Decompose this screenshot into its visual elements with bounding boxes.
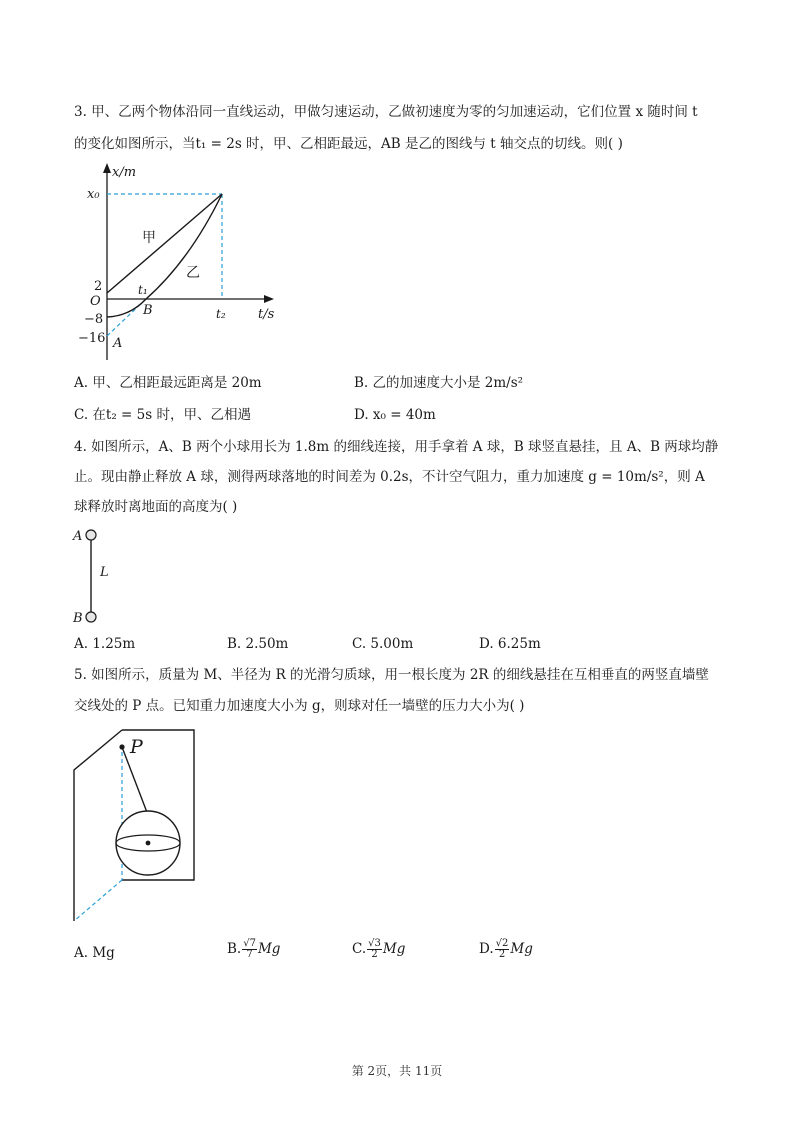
q5-option-d-fraction <box>495 939 510 960</box>
q5-option-c-suffix: Mg <box>382 941 406 957</box>
q4-two-balls-figure <box>70 525 130 625</box>
q4-option-c[interactable]: C. 5.00m <box>352 636 414 652</box>
q3-option-d[interactable]: D. x₀ = 40m <box>354 407 436 423</box>
label-B: B <box>73 611 83 626</box>
q4-text-line2: 止。现由静止释放 A 球，测得两球落地的时间差为 0.2s，不计空气阻力，重力加速度 g = 10m/s²，则 A <box>74 469 705 485</box>
q5-option-c-prefix: C. <box>352 941 367 957</box>
q5-option-b-fraction <box>242 939 257 960</box>
q4-text-line1: 4. 如图所示，A、B 两个小球用长为 1.8m 的细线连接，用手拿着 A 球，B 球竖直悬挂，且 A、B 两球均静 <box>74 439 719 455</box>
y-tick-2: 2 <box>94 279 103 294</box>
x0-label: x₀ <box>87 187 100 202</box>
q3-option-a[interactable]: A. 甲、乙相距最远距离是 20m <box>74 375 262 391</box>
label-L: L <box>100 565 109 580</box>
q4-option-b[interactable]: B. 2.50m <box>227 636 289 652</box>
sphere-center-dot <box>146 841 151 846</box>
q3-xt-graph <box>70 160 290 365</box>
fraction-numerator: √3 <box>368 938 381 949</box>
left-wall <box>74 730 122 921</box>
q5-option-c-fraction <box>367 939 382 960</box>
fraction-denominator: 2 <box>498 949 506 960</box>
fraction-denominator: 7 <box>246 949 253 960</box>
ball-B <box>86 612 96 622</box>
page-footer: 第 2页，共 11页 <box>351 1064 443 1078</box>
q5-option-d[interactable] <box>479 939 533 960</box>
yi-label: 乙 <box>186 265 200 281</box>
point-P-dot <box>119 744 124 749</box>
q5-sphere-wall-figure <box>70 725 200 925</box>
q3-option-b[interactable]: B. 乙的加速度大小是 2m/s² <box>354 375 524 391</box>
fraction-denominator: 2 <box>371 949 378 960</box>
label-P: P <box>130 736 143 758</box>
floor-dashed-line <box>74 880 122 921</box>
q3-option-c[interactable]: C. 在t₂ = 5s 时，甲、乙相遇 <box>74 407 251 423</box>
q3-text-line2: 的变化如图所示，当t₁ = 2s 时，甲、乙相距最远，AB 是乙的图线与 t 轴交点的切线。则( ) <box>74 136 623 152</box>
q5-option-b-suffix: Mg <box>257 941 281 957</box>
q5-text-line2: 交线处的 P 点。已知重力加速度大小为 g，则球对任一墙壁的压力大小为( ) <box>74 698 525 714</box>
jia-label: 甲 <box>142 230 156 246</box>
y-tick-neg16: −16 <box>78 331 106 346</box>
q4-option-a[interactable]: A. 1.25m <box>74 636 136 652</box>
point-A-label: A <box>113 336 123 351</box>
y-axis-arrow <box>103 163 111 173</box>
y-tick-neg8: −8 <box>84 312 104 327</box>
y-axis-label: x/m <box>112 165 137 180</box>
label-A: A <box>73 529 83 544</box>
t1-label: t₁ <box>138 283 148 297</box>
ball-A <box>86 530 96 540</box>
q4-option-d[interactable]: D. 6.25m <box>479 636 541 652</box>
point-B-label: B <box>143 303 153 318</box>
q5-text-line1: 5. 如图所示，质量为 M、半径为 R 的光滑匀质球，用一根长度为 2R 的细线悬挂在互相垂直的两竖直墙壁 <box>74 667 709 683</box>
fraction-numerator: √7 <box>243 938 256 949</box>
q5-option-c[interactable] <box>352 939 405 960</box>
q3-text-line1: 3. 甲、乙两个物体沿同一直线运动，甲做匀速运动，乙做初速度为零的匀加速运动，它们位置 x 随时间 t <box>74 104 698 120</box>
q5-option-b[interactable] <box>227 939 280 960</box>
q5-option-b-prefix: B. <box>227 941 242 957</box>
q4-text-line3: 球释放时离地面的高度为( ) <box>74 499 238 515</box>
t2-label: t₂ <box>216 307 226 321</box>
q5-option-d-prefix: D. <box>479 941 494 957</box>
jia-line <box>107 194 222 293</box>
q5-option-d-suffix: Mg <box>510 941 533 957</box>
fraction-numerator: √2 <box>495 938 509 949</box>
x-axis-arrow <box>264 295 274 303</box>
q5-option-a[interactable]: A. Mg <box>74 945 115 961</box>
origin-label: O <box>90 294 101 309</box>
x-axis-label: t/s <box>258 307 275 322</box>
